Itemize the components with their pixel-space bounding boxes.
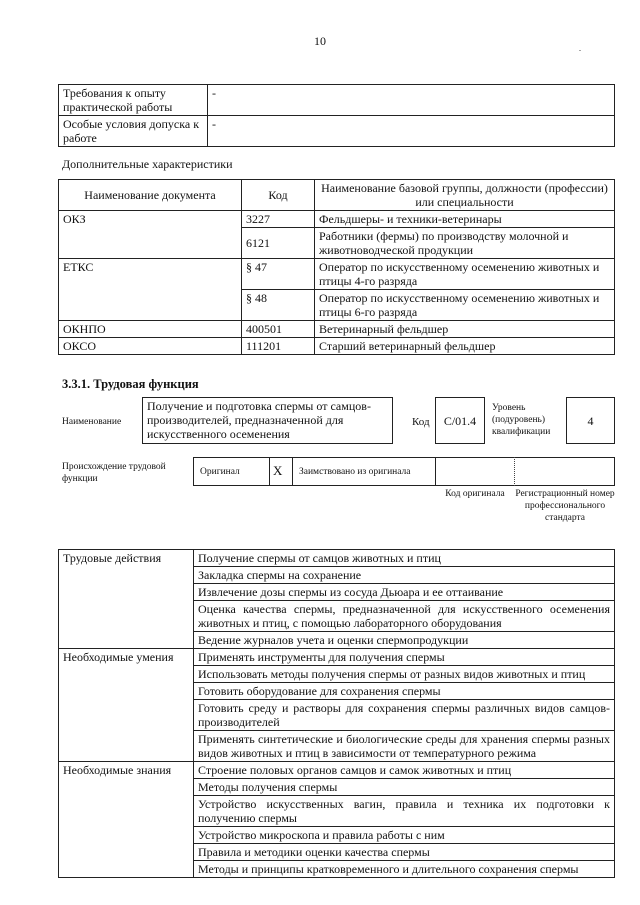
section-item: Извлечение дозы спермы из сосуда Дьюара и ее оттаивание: [194, 584, 615, 601]
table-row: [59, 550, 615, 567]
section-item: Получение спермы от самцов животных и птиц: [194, 550, 615, 567]
section-label: Необходимые знания: [59, 762, 194, 878]
requirement-value: -: [208, 85, 615, 116]
function-title: 3.3.1. Трудовая функция: [62, 377, 199, 391]
section-item: Применять инструменты для получения спермы: [194, 649, 615, 666]
origin-borrowed: Заимствовано из оригинала: [299, 467, 411, 477]
cell-document: ОКЗ: [59, 211, 242, 259]
origin-divider: [514, 457, 516, 486]
section-item: Закладка спермы на сохранение: [194, 567, 615, 584]
table-row: [59, 116, 615, 147]
cell-code: 3227: [242, 211, 315, 228]
section-item: Устройство микроскопа и правила работы с ним: [194, 827, 615, 844]
table-row: [59, 338, 615, 355]
origin-label: Происхождение трудовой функции: [62, 462, 166, 484]
function-code: С/01.4: [435, 397, 485, 444]
table-header-row: [59, 180, 615, 211]
table-row: [59, 321, 615, 338]
table-row: [59, 211, 615, 228]
name-label: Наименование: [62, 417, 122, 427]
origin-original: Оригинал: [200, 467, 240, 477]
cell-name: Работники (фермы) по производству молочной и животноводческой продукции: [315, 228, 615, 259]
section-label: Необходимые умения: [59, 649, 194, 762]
cell-code: 111201: [242, 338, 315, 355]
section-item: Готовить среду и растворы для сохранения спермы различных видов самцов-производителей: [194, 700, 615, 731]
header-code: Код: [242, 180, 315, 211]
cell-document: ЕТКС: [59, 259, 242, 321]
cell-name: Оператор по искусственному осеменению животных и птицы 6-го разряда: [315, 290, 615, 321]
cell-code: § 48: [242, 290, 315, 321]
section-item: Методы и принципы кратковременного и длительного сохранения спермы: [194, 861, 615, 878]
table-row: [59, 85, 615, 116]
code-caption: Код оригинала: [445, 489, 505, 499]
page-mark: .: [579, 44, 581, 53]
origin-divider: [435, 457, 436, 486]
section-item: Использовать методы получения спермы от разных видов животных и птиц: [194, 666, 615, 683]
header-document: Наименование документа: [59, 180, 242, 211]
table-row: [59, 762, 615, 779]
requirement-label: Особые условия допуска к работе: [59, 116, 208, 147]
additional-title: Дополнительные характеристики: [62, 157, 233, 171]
cell-name: Ветеринарный фельдшер: [315, 321, 615, 338]
section-item: Применять синтетические и биологические среды для хранения спермы разных видов животных и птиц в зависимости от температурного режима: [194, 731, 615, 762]
section-item: Правила и методики оценки качества спермы: [194, 844, 615, 861]
cell-document: ОКНПО: [59, 321, 242, 338]
cell-code: § 47: [242, 259, 315, 290]
level-label: Уровень (подуровень) квалификации: [492, 403, 551, 437]
section-label: Трудовые действия: [59, 550, 194, 649]
header-name: Наименование базовой группы, должности (профессии) или специальности: [315, 180, 615, 211]
section-item: Устройство искусственных вагин, правила и техника их подготовки к получению спермы: [194, 796, 615, 827]
level-value: 4: [566, 397, 615, 444]
table-row: [59, 649, 615, 666]
cell-code: 6121: [242, 228, 315, 259]
origin-divider: [292, 457, 293, 486]
cell-name: Оператор по искусственному осеменению животных и птицы 4-го разряда: [315, 259, 615, 290]
section-item: Методы получения спермы: [194, 779, 615, 796]
section-item: Ведение журналов учета и оценки спермопродукции: [194, 632, 615, 649]
additional-table: [58, 179, 615, 355]
origin-mark: X: [273, 463, 283, 478]
cell-name: Старший ветеринарный фельдшер: [315, 338, 615, 355]
code-label: Код: [412, 416, 430, 428]
origin-divider: [269, 457, 270, 486]
section-item: Оценка качества спермы, предназначенной для искусственного осеменения животных и птиц, с помощью лабораторного оборудования: [194, 601, 615, 632]
function-name: Получение и подготовка спермы от самцов-производителей, предназначенной для искусственного осеменения: [142, 397, 393, 444]
requirement-label: Требования к опыту практической работы: [59, 85, 208, 116]
cell-document: ОКСО: [59, 338, 242, 355]
function-details-table: [58, 549, 615, 878]
reg-caption: Регистрационный номер профессионального стандарта: [515, 489, 615, 523]
section-item: Готовить оборудование для сохранения спермы: [194, 683, 615, 700]
cell-name: Фельдшеры- и техники-ветеринары: [315, 211, 615, 228]
section-item: Строение половых органов самцов и самок животных и птиц: [194, 762, 615, 779]
cell-code: 400501: [242, 321, 315, 338]
requirements-table: [58, 84, 615, 147]
page-number: 10: [314, 34, 326, 48]
requirement-value: -: [208, 116, 615, 147]
table-row: [59, 259, 615, 290]
